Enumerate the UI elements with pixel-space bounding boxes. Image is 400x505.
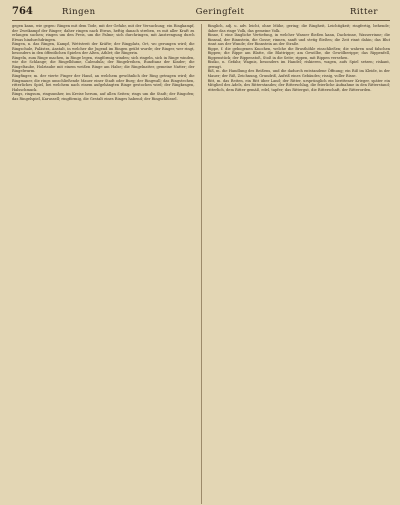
dictionary-entry: Risiko, n. Gefahr, Wagnis, besonders im Handel; riskieren, wagen, aufs Spiel setzen; riskant, gewagt. bbox=[207, 60, 391, 69]
column-divider bbox=[201, 24, 202, 504]
text-columns bbox=[12, 24, 390, 504]
dictionary-entry: Ritt, m. das Reiten, ein Ritt über Land; der Ritter, ursprünglich ein berittener Krieger, später ein Mitglied des Adels, des Ritterstandes; der Ritterschlag, die feierliche Aufnahme in den Ritterstand; ritterlich, dem Ritter gemäß, edel, tapfer; das Rittergut, die Ritterschaft, der Ritterorden. bbox=[207, 78, 391, 92]
dictionary-entry: Ringlich, adj. u. adv. leicht, ohne Mühe, gering; die Ringheit, Leichtigkeit; ringfertig, behende; daher das ringe Volk, das gemeine Volk. bbox=[207, 24, 391, 33]
dictionary-entry: Ringfinger, m. der vierte Finger der Hand, an welchem gewöhnlich der Ring getragen wird; die Ringmauer, die rings umschließende Mauer einer Stadt oder Burg; der Ringwall; das Ringstechen, ritterliches Spiel, bei welchem nach einem aufgehängten Ringe gestochen wird; der Ringkragen, Halsschmuck. bbox=[12, 74, 195, 92]
dictionary-entry: Rings, ringsum, ringsumher, im Kreise herum, auf allen Seiten; rings um die Stadt; der Ringofen; das Ringelspiel, Karussell; ringförmig, die Gestalt eines Ringes habend; der Ringschlüssel. bbox=[12, 92, 195, 101]
dictionary-entry: Rinne, f. eine längliche Vertiefung, in welcher Wasser fließen kann, Dachrinne, Wasserrinne; die Rinnsal, der Rinnstein, die Gosse; rinnen, sanft und stetig fließen; die Zeit rinnt dahin; das Blut rinnt aus der Wunde; der Rinnstein an der Straße. bbox=[207, 33, 391, 47]
page-number: 764 bbox=[12, 6, 33, 17]
right-column bbox=[208, 24, 391, 504]
dictionary-entry: Riß, m. die Handlung des Reißens, und die dadurch entstandene Öffnung; ein Riß im Kleide, in der Mauer; der Riß, Zeichnung, Grundriß, Aufriß eines Gebäudes; rissig, voller Risse. bbox=[207, 69, 391, 79]
dictionary-entry: Rippe, f. die gebogenen Knochen, welche die Brusthöhle einschließen; die wahren und falschen Rippen; die Rippe am Blatte, die Blattrippe; am Gewölbe, die Gewölberippe; das Rippenfell, Rippenstück; der Rippenstoß, Stoß in die Seite; rippen, mit Rippen versehen. bbox=[207, 46, 391, 60]
page-header bbox=[12, 6, 390, 21]
left-column bbox=[12, 24, 195, 504]
header-left-word: Ringen bbox=[62, 7, 96, 17]
header-middle-word: Geringfeit bbox=[195, 7, 245, 17]
header-right-word: Ritter bbox=[349, 7, 378, 17]
dictionary-entry: Ringeln, zum Ringe machen, in Ringe legen, ringförmig winden; sich ringeln, sich in Ringe winden, wie die Schlange; die Ringelblume, Calendula; der Ringelreihen, Rundtanz der Kinder; die Ringeltaube, Holztaube mit einem weißen Ringe am Halse; die Ringelnatter, gemeine Natter; der Ringelwurm. bbox=[12, 55, 195, 74]
dictionary-entry: Ringen, n. das Ringen, Kampf, Wettstreit der Kräfte; der Ringplatz, Ort, wo gerungen wird; die Ringschule, Palästra, Anstalt, in welcher die Jugend im Ringen geübt wurde; der Ringer, wer ringt, besonders in den öffentlichen Spielen der Alten, Athlet; die Ringerin. bbox=[12, 42, 195, 56]
dictionary-entry: gegen kann, wie gegen: Ringen mit dem Tode, mit der Gefahr, mit der Versuchung; ein Ringkampf, der Zweikampf der Ringer; daher ringen nach Etwas, heftig danach streben, es mit aller Kraft zu erlangen suchen; ringen um den Preis, um die Palme; sich durchringen, mit Anstrengung durch Etwas hindurchdringen. bbox=[12, 24, 195, 42]
